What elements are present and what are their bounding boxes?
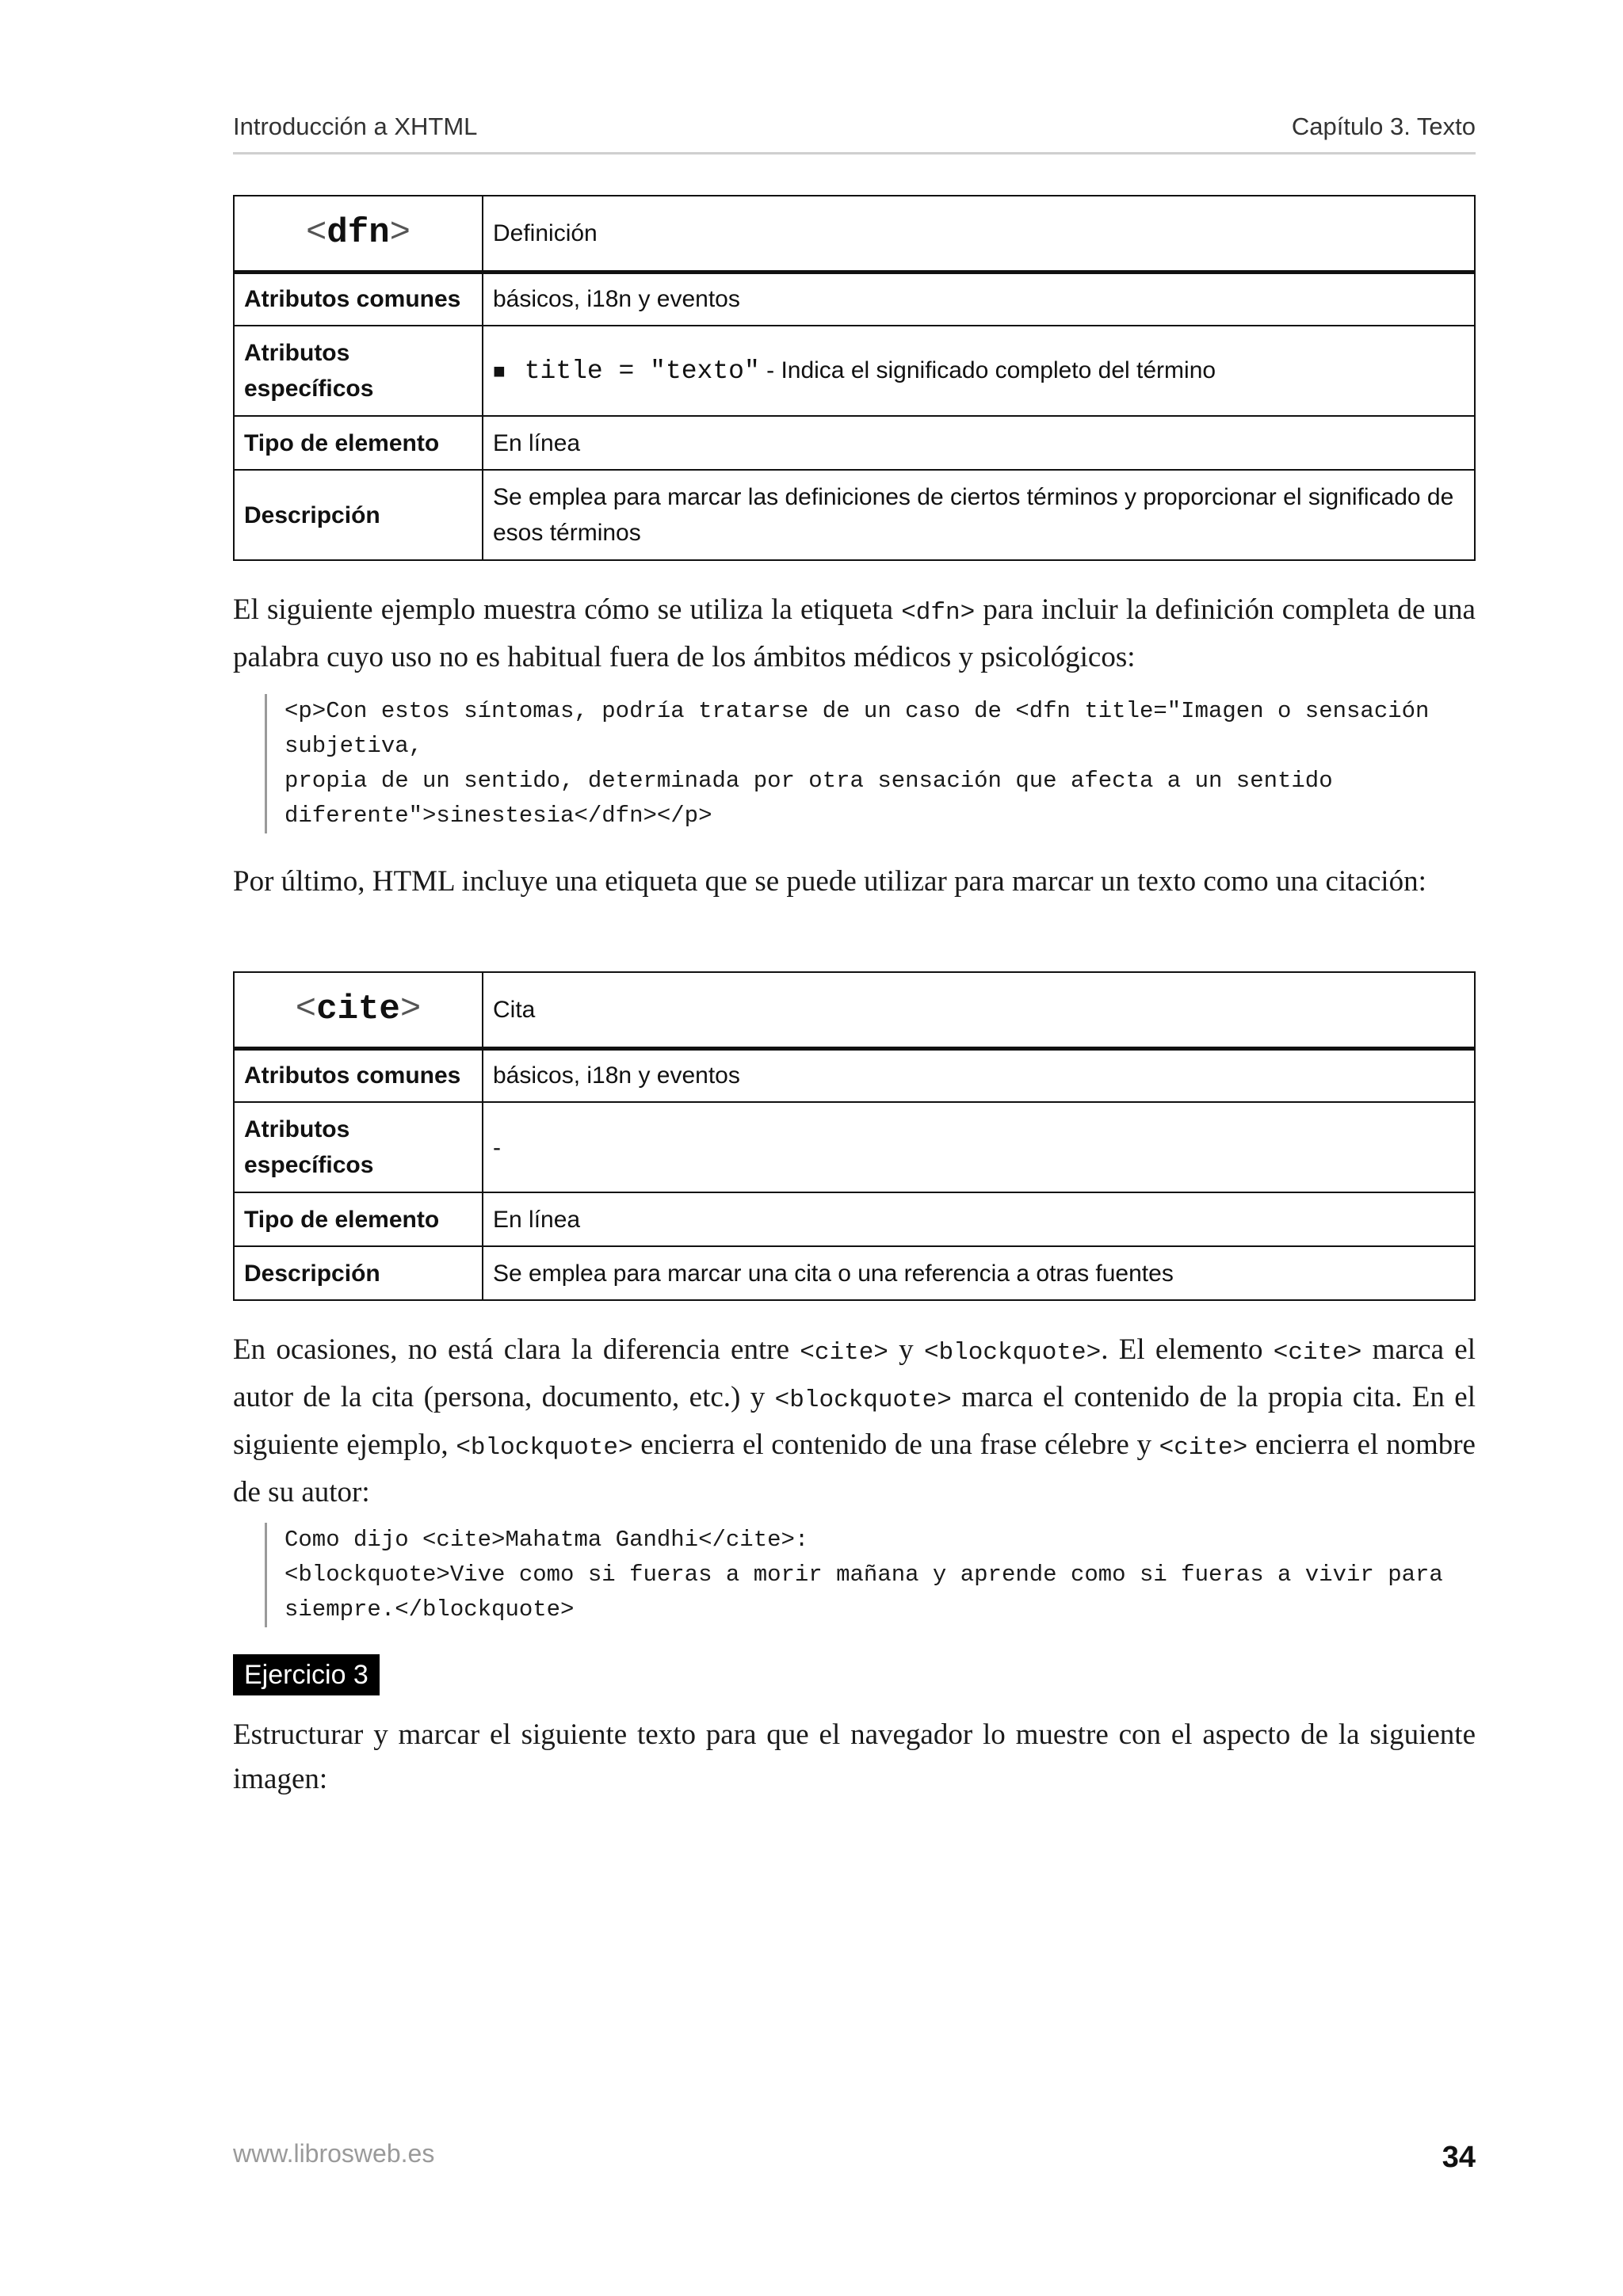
table-row [234,272,1475,326]
table-row [234,416,1475,470]
table-row [234,326,1475,416]
common-attrs-value: básicos, i18n y eventos [483,1048,1475,1102]
inline-code: <cite> [800,1339,888,1367]
tag-summary: Cita [483,972,1475,1048]
text-run: y [888,1333,924,1366]
paragraph-dfn-example [233,588,1476,680]
header-book-title: Introducción a XHTML [233,113,478,140]
attr-description: - Indica el significado completo del término [759,357,1216,383]
description-label: Descripción [234,470,483,560]
text-run: El siguiente ejemplo muestra cómo se utiliza la etiqueta [233,593,902,626]
table-row [234,1048,1475,1102]
description-value: Se emplea para marcar una cita o una referencia a otras fuentes [483,1246,1475,1300]
tag-name-cell: <cite> [234,972,483,1048]
specific-attrs-value: - [483,1102,1475,1192]
inline-code: <cite> [1273,1339,1362,1367]
footer-url: www.librosweb.es [233,2139,435,2168]
tag-summary: Definición [483,196,1475,272]
bullet-icon: ■ [493,359,506,383]
page-header [233,109,1476,154]
page-number: 34 [1442,2141,1476,2174]
dfn-reference-table [233,195,1476,561]
tag-name: cite [316,989,400,1029]
paragraph-cite-intro: Por último, HTML incluye una etiqueta que se puede utilizar para marcar un texto como una citación: [233,865,1426,898]
paragraph-cite-vs-blockquote [233,1328,1476,1515]
exercise-label: Ejercicio 3 [233,1654,380,1695]
code-example-dfn: <p>Con estos síntomas, podría tratarse de un caso de <dfn title="Imagen o sensación subjetiva, propia de un sentido, determinada por otra sensación que afecta a un sentido diferente">sinestesia</dfn></p> [265,694,1457,833]
tag-name-cell: <dfn> [234,196,483,272]
text-run: para incluir la definición completa de una palabra cuyo uso no es habitual fuera de los ámbitos médicos y psicológicos: [233,593,1476,673]
table-row [234,196,1475,272]
text-run: encierra el nombre de su autor: [233,1428,1476,1508]
table-row [234,470,1475,560]
element-type-label: Tipo de elemento [234,416,483,470]
inline-code: <blockquote> [456,1434,633,1462]
common-attrs-value: básicos, i18n y eventos [483,272,1475,326]
cite-reference-table [233,971,1476,1301]
table-row [234,1102,1475,1192]
code-example-cite: Como dijo <cite>Mahatma Gandhi</cite>: <blockquote>Vive como si fueras a morir mañana y aprende como si fueras a vivir para siempre.</blockquote> [265,1523,1457,1627]
inline-code: <dfn> [901,599,976,627]
table-row [234,1246,1475,1300]
text-run: marca el autor de la cita (persona, documento, etc.) y [233,1333,1476,1413]
element-type-value: En línea [483,1192,1475,1246]
element-type-value: En línea [483,416,1475,470]
description-value: Se emplea para marcar las definiciones de ciertos términos y proporcionar el significado de esos términos [483,470,1475,560]
common-attrs-label: Atributos comunes [234,272,483,326]
inline-code: <cite> [1159,1434,1248,1462]
text-run: marca el contenido de la propia cita. En el siguiente ejemplo, [233,1381,1476,1461]
attr-code: title = "texto" [524,357,760,386]
tag-name: dfn [327,212,390,253]
text-run: En ocasiones, no está clara la diferencia entre [233,1333,800,1366]
element-type-label: Tipo de elemento [234,1192,483,1246]
paragraph-exercise: Estructurar y marcar el siguiente texto para que el navegador lo muestre con el aspecto de la siguiente imagen: [233,1718,1476,1795]
inline-code: <blockquote> [923,1339,1102,1367]
header-chapter-title: Capítulo 3. Texto [1291,113,1476,140]
specific-attrs-value [483,326,1475,416]
description-label: Descripción [234,1246,483,1300]
text-run: . El elemento [1101,1333,1274,1366]
common-attrs-label: Atributos comunes [234,1048,483,1102]
table-row [234,1192,1475,1246]
table-row [234,972,1475,1048]
inline-code: <blockquote> [774,1386,952,1414]
specific-attrs-label: Atributos específicos [234,326,483,416]
specific-attrs-label: Atributos específicos [234,1102,483,1192]
text-run: encierra el contenido de una frase célebre y [632,1428,1159,1461]
